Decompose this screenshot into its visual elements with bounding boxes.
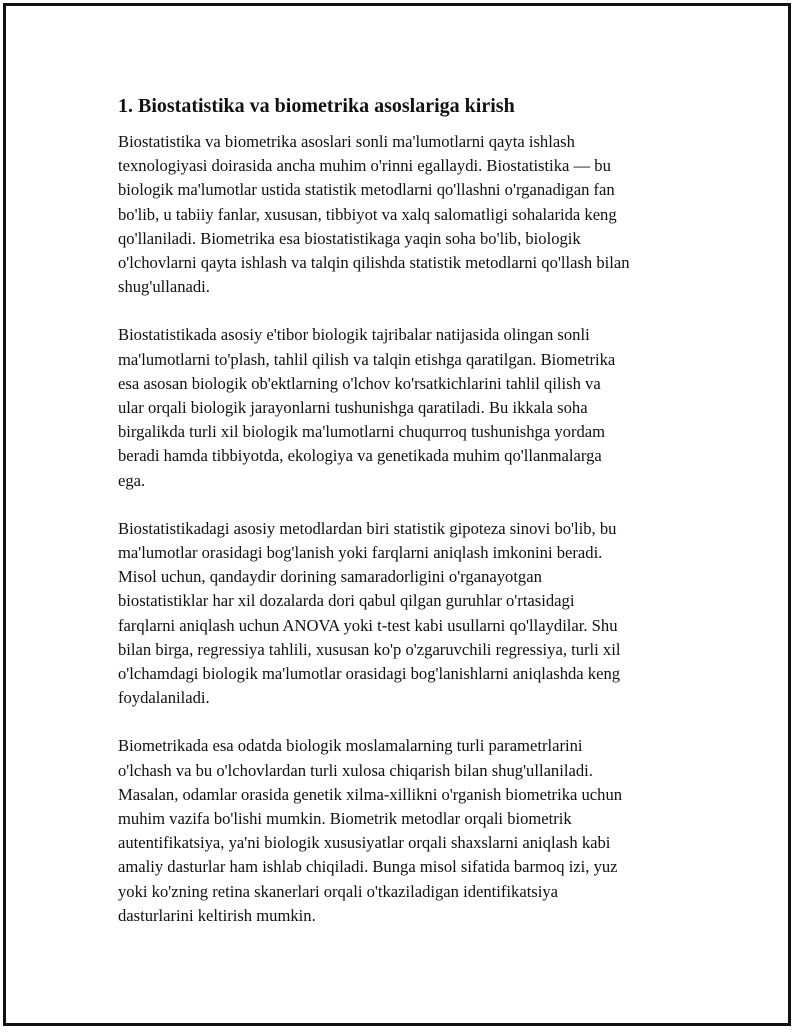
paragraph-line: beradi hamda tibbiyotda, ekologiya va genetikada muhim qo'llanmalarga bbox=[118, 446, 602, 466]
paragraph-line: dasturlarini keltirish mumkin. bbox=[118, 905, 316, 925]
paragraph-line: Misol uchun, qandaydir dorining samaradorligini o'rganayotgan bbox=[118, 567, 542, 587]
paragraph-line: Biostatistikadagi asosiy metodlardan biri statistik gipoteza sinovi bo'lib, bu bbox=[118, 518, 617, 538]
paragraph-line: shug'ullanadi. bbox=[118, 277, 210, 297]
paragraph-line: ega. bbox=[118, 470, 146, 490]
paragraph-line: farqlarni aniqlash uchun ANOVA yoki t-test kabi usullarni qo'llaydilar. Shu bbox=[118, 615, 618, 635]
paragraph-line: bilan birga, regressiya tahlili, xususan ko'p o'zgaruvchili regressiya, turli xil bbox=[118, 639, 621, 659]
paragraph-line: o'lchash va bu o'lchovlardan turli xulosa chiqarish bilan shug'ullaniladi. bbox=[118, 760, 593, 780]
paragraph-3 bbox=[118, 517, 688, 711]
paragraph-line: Biostatistika va biometrika asoslari sonli ma'lumotlarni qayta ishlash bbox=[118, 132, 575, 151]
paragraph-1 bbox=[118, 130, 688, 299]
paragraph-line: o'lchovlarni qayta ishlash va talqin qilishda statistik metodlarni qo'llash bilan bbox=[118, 253, 630, 273]
paragraph-line: qo'llaniladi. Biometrika esa biostatistikaga yaqin soha bo'lib, biologik bbox=[118, 228, 581, 248]
paragraph-line: biologik ma'lumotlar ustida statistik metodlarni qo'llashni o'rganadigan fan bbox=[118, 180, 615, 200]
paragraph-line: ular orqali biologik jarayonlarni tushunishga qaratiladi. Bu ikkala soha bbox=[118, 398, 588, 418]
paragraph-line: Masalan, odamlar orasida genetik xilma-xillikni o'rganish biometrika uchun bbox=[118, 784, 623, 804]
document-body bbox=[118, 94, 688, 952]
paragraph-line: ma'lumotlarni to'plash, tahlil qilish va talqin etishga qaratilgan. Biometrika bbox=[118, 349, 616, 369]
paragraph-line: amaliy dasturlar ham ishlab chiqiladi. Bunga misol sifatida barmoq izi, yuz bbox=[118, 857, 618, 877]
paragraph-line: o'lchamdagi biologik ma'lumotlar orasidagi bog'lanishlarni aniqlashda keng bbox=[118, 664, 621, 684]
paragraph-line: Biometrikada esa odatda biologik moslamalarning turli parametrlarini bbox=[118, 736, 583, 756]
paragraph-line: autentifikatsiya, ya'ni biologik xususiyatlar orqali shaxslarni aniqlash kabi bbox=[118, 833, 611, 853]
paragraph-line: ma'lumotlar orasidagi bog'lanish yoki farqlarni aniqlash imkonini beradi. bbox=[118, 543, 603, 563]
paragraph-line: esa asosan biologik ob'ektlarning o'lchov ko'rsatkichlarini tahlil qilish va bbox=[118, 373, 601, 393]
paragraph-line: yoki ko'zning retina skanerlari orqali o'tkaziladigan identifikatsiya bbox=[118, 881, 559, 901]
paragraph-line: bo'lib, u tabiiy fanlar, xususan, tibbiyot va xalq salomatligi sohalarida keng bbox=[118, 204, 617, 224]
paragraph-4 bbox=[118, 734, 688, 928]
page-title: 1. Biostatistika va biometrika asoslariga kirish bbox=[118, 95, 515, 117]
paragraph-2 bbox=[118, 323, 688, 492]
paragraph-line: foydalaniladi. bbox=[118, 688, 210, 708]
paragraph-line: biostatistiklar har xil dozalarda dori qabul qilgan guruhlar o'rtasidagi bbox=[118, 591, 575, 611]
paragraph-line: Biostatistikada asosiy e'tibor biologik tajribalar natijasida olingan sonli bbox=[118, 325, 590, 345]
paragraph-line: texnologiyasi doirasida ancha muhim o'rinni egallaydi. Biostatistika — bu bbox=[118, 156, 611, 176]
paragraph-line: birgalikda turli xil biologik ma'lumotlarni chuqurroq tushunishga yordam bbox=[118, 422, 606, 442]
paragraph-line: muhim vazifa bo'lishi mumkin. Biometrik metodlar orqali biometrik bbox=[118, 809, 572, 829]
